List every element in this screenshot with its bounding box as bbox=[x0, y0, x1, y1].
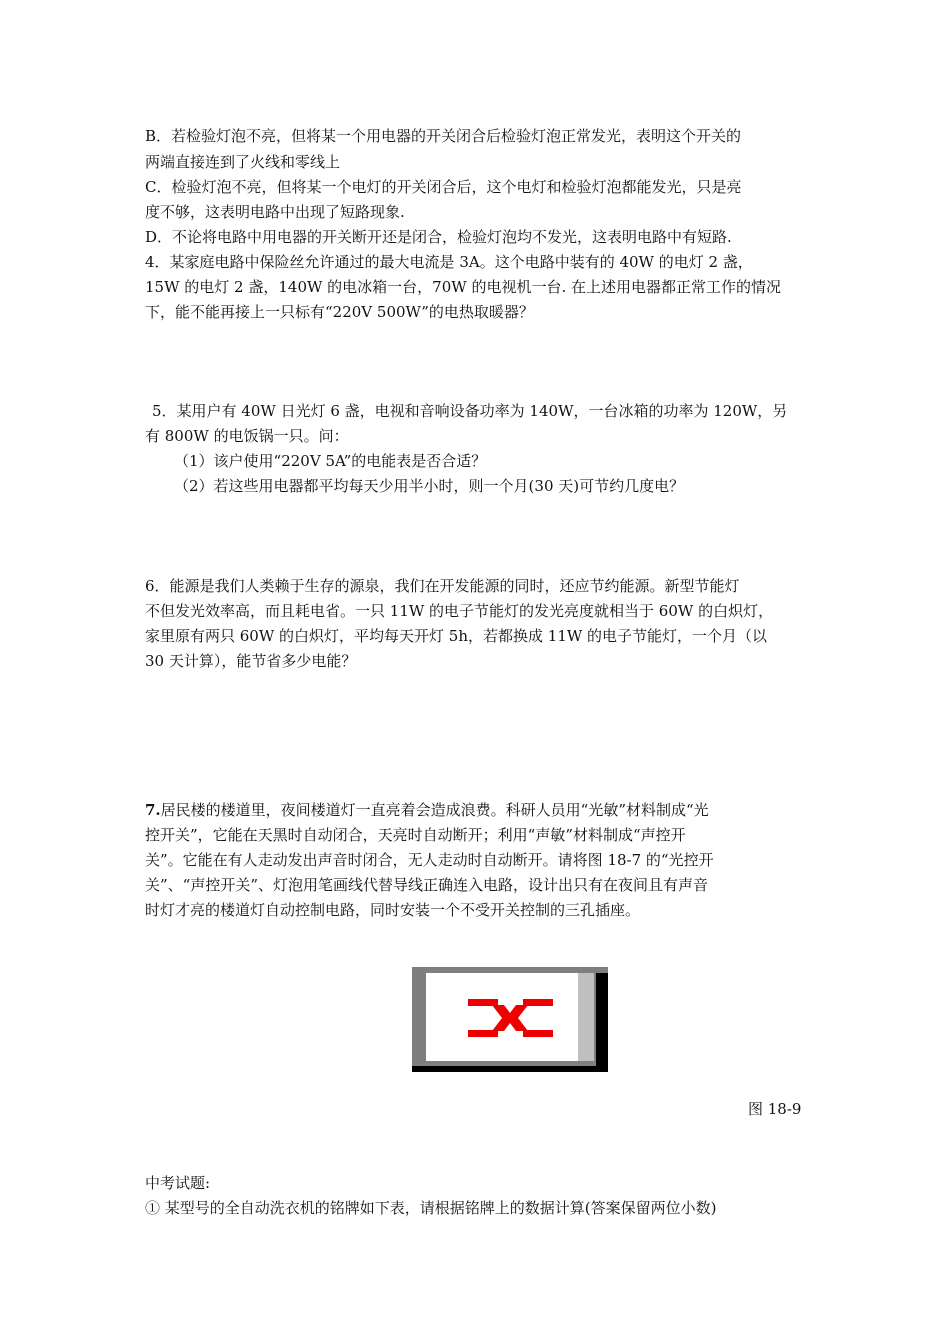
figure-18-9 bbox=[412, 967, 608, 1072]
question-6-line-2: 不但发光效率高，而且耗电省。一只 11W 的电子节能灯的发光亮度就相当于 60W 的白炽灯， bbox=[145, 602, 774, 620]
symbol-top-left bbox=[468, 999, 498, 1006]
question-7-line-2: 控开关”，它能在天黑时自动闭合，天亮时自动断开；利用“声敏”材料制成“声控开 bbox=[145, 826, 686, 844]
exam-heading: 中考试题: bbox=[145, 1174, 211, 1192]
question-5-sub-1: （1）该户使用“220V 5A”的电能表是否合适？ bbox=[174, 452, 487, 470]
question-7-line-4: 关”、“声控开关”、灯泡用笔画线代替导线正确连入电路，设计出只有在夜间且有声音 bbox=[145, 876, 709, 894]
question-4-line-2: 15W 的电灯 2 盏，140W 的电冰箱一台，70W 的电视机一台. 在上述用电器都正常工作的情况 bbox=[145, 278, 781, 296]
option-b-line-1: B．若检验灯泡不亮，但将某一个用电器的开关闭合后检验灯泡正常发光，表明这个开关的 bbox=[145, 127, 742, 145]
symbol-bottom-right bbox=[523, 1030, 553, 1037]
figure-caption: 图 18-9 bbox=[748, 1100, 802, 1118]
question-7-line-5: 时灯才亮的楼道灯自动控制电路，同时安装一个不受开关控制的三孔插座。 bbox=[145, 901, 641, 919]
symbol-bottom-left bbox=[468, 1030, 498, 1037]
question-4-line-1: 4．某家庭电路中保险丝允许通过的最大电流是 3A。这个电路中装有的 40W 的电灯 2 盏， bbox=[145, 253, 753, 271]
option-c-line-1: C．检验灯泡不亮，但将某一个电灯的开关闭合后，这个电灯和检验灯泡都能发光，只是亮 bbox=[145, 178, 742, 196]
question-5-sub-2: （2）若这些用电器都平均每天少用半小时，则一个月(30 天)可节约几度电？ bbox=[174, 477, 685, 495]
question-7-line-3: 关”。它能在有人走动发出声音时闭合，无人走动时自动断开。请将图 18-7 的“光控开 bbox=[145, 851, 714, 869]
symbol-top-right bbox=[523, 999, 553, 1006]
question-7-text-1: 居民楼的楼道里，夜间楼道灯一直亮着会造成浪费。科研人员用“光敏”材料制成“光 bbox=[160, 801, 709, 819]
figure-graphic bbox=[412, 967, 608, 1072]
question-7-line-1 bbox=[145, 797, 709, 823]
question-6-line-4: 30 天计算），能节省多少电能？ bbox=[145, 652, 357, 670]
option-c-line-2: 度不够，这表明电路中出现了短路现象. bbox=[145, 203, 405, 221]
frame-dark-right bbox=[596, 973, 608, 1072]
question-7-number: 7. bbox=[145, 801, 161, 819]
exam-question-1: ① 某型号的全自动洗衣机的铭牌如下表，请根据铭牌上的数据计算(答案保留两位小数) bbox=[145, 1199, 717, 1217]
option-b-line-2: 两端直接连到了火线和零线上 bbox=[145, 153, 341, 171]
question-6-line-1: 6．能源是我们人类赖于生存的源泉，我们在开发能源的同时，还应节约能源。新型节能灯 bbox=[145, 577, 740, 595]
frame-dark-bottom bbox=[412, 1066, 608, 1072]
question-5-line-2: 有 800W 的电饭锅一只。问： bbox=[145, 427, 349, 445]
option-d-line-1: D．不论将电路中用电器的开关断开还是闭合，检验灯泡均不发光，这表明电路中有短路. bbox=[145, 228, 732, 246]
question-6-line-3: 家里原有两只 60W 的白炽灯，平均每天开灯 5h，若都换成 11W 的电子节能灯，一个月（以 bbox=[145, 627, 768, 645]
question-5-line-1: 5．某用户有 40W 日光灯 6 盏，电视和音响设备功率为 140W，一台冰箱的功率为 120W，另 bbox=[152, 402, 788, 420]
question-4-line-3: 下，能不能再接上一只标有“220V 500W”的电热取暖器？ bbox=[145, 303, 534, 321]
frame-light bbox=[578, 973, 594, 1061]
